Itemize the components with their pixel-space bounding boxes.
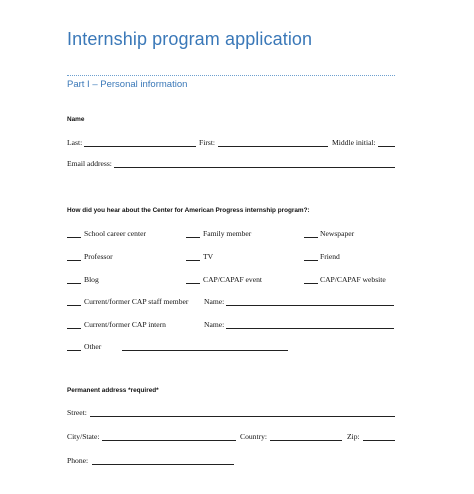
part-heading: Part I – Personal information	[67, 79, 188, 90]
professor-checkbox-line[interactable]	[67, 260, 81, 261]
email-label: Email address:	[67, 159, 112, 168]
country-label: Country:	[240, 432, 268, 441]
city-state-label: City/State:	[67, 432, 100, 441]
email-field[interactable]	[114, 167, 395, 168]
cap-website-checkbox-line[interactable]	[304, 283, 318, 284]
option-tv: TV	[203, 252, 214, 261]
intern-checkbox-line[interactable]	[67, 328, 81, 329]
city-state-field[interactable]	[102, 440, 236, 441]
family-checkbox-line[interactable]	[186, 237, 200, 238]
option-friend: Friend	[320, 252, 340, 261]
intern-name-field[interactable]	[226, 328, 394, 329]
country-field[interactable]	[270, 440, 342, 441]
phone-label: Phone:	[67, 456, 89, 465]
option-intern: Current/former CAP intern	[84, 320, 166, 329]
staff-name-label: Name:	[204, 297, 225, 306]
last-name-field[interactable]	[84, 146, 196, 147]
option-professor: Professor	[84, 252, 113, 261]
referral-question: How did you hear about the Center for American Progress internship program?:	[67, 207, 310, 214]
tv-checkbox-line[interactable]	[186, 260, 200, 261]
staff-checkbox-line[interactable]	[67, 305, 81, 306]
school-checkbox-line[interactable]	[67, 237, 81, 238]
address-heading: Permanent address *required*	[67, 387, 159, 394]
friend-checkbox-line[interactable]	[304, 260, 318, 261]
street-field[interactable]	[90, 416, 395, 417]
last-label: Last:	[67, 138, 83, 147]
newspaper-checkbox-line[interactable]	[304, 237, 318, 238]
option-staff: Current/former CAP staff member	[84, 297, 189, 306]
phone-field[interactable]	[92, 464, 234, 465]
dotted-divider	[67, 75, 395, 76]
option-cap-website: CAP/CAPAF website	[320, 275, 386, 284]
option-cap-event: CAP/CAPAF event	[203, 275, 263, 284]
first-name-field[interactable]	[218, 146, 328, 147]
option-blog: Blog	[84, 275, 99, 284]
option-other: Other	[84, 342, 102, 351]
intern-name-label: Name:	[204, 320, 225, 329]
zip-field[interactable]	[363, 440, 395, 441]
option-newspaper: Newspaper	[320, 229, 355, 238]
cap-event-checkbox-line[interactable]	[186, 283, 200, 284]
middle-initial-field[interactable]	[378, 146, 395, 147]
blog-checkbox-line[interactable]	[67, 283, 81, 284]
zip-label: Zip:	[347, 432, 360, 441]
option-school: School career center	[84, 229, 146, 238]
other-specify-field[interactable]	[122, 350, 288, 351]
staff-name-field[interactable]	[226, 305, 394, 306]
middle-initial-label: Middle initial:	[332, 138, 376, 147]
option-family: Family member	[203, 229, 252, 238]
first-label: First:	[199, 138, 216, 147]
other-checkbox-line[interactable]	[67, 350, 81, 351]
document-title: Internship program application	[67, 29, 313, 49]
street-label: Street:	[67, 408, 87, 417]
name-heading: Name	[67, 116, 85, 123]
